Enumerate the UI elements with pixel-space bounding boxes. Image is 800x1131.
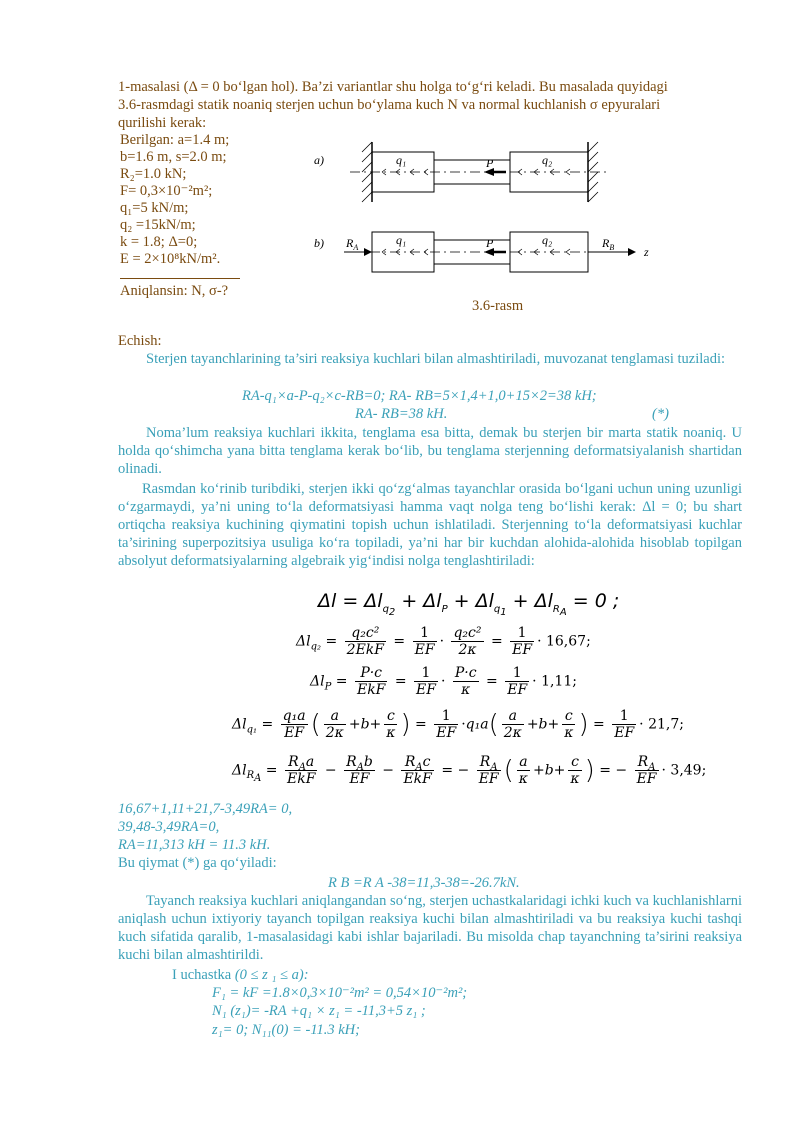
q1-label-b: q₁ (396, 233, 407, 247)
q2-label-a: q₂ (542, 153, 553, 167)
given-item: R₂=1.0 kN; (120, 166, 187, 182)
rb-arrowhead (628, 248, 636, 256)
section-one-area: F₁ = kF =1.8×0,3×10⁻²m² = 0,54×10⁻²m²; (212, 985, 468, 1001)
figure-caption: 3.6-rasm (472, 298, 524, 314)
q1-label-a: q₁ (396, 153, 407, 167)
solution-paragraph-2: Noma’lum reaksiya kuchlari ikkita, tenglama esa bitta, demak bu sterjen bir marta statik noaniq. U holda qo‘shimcha yana bitta tenglama kerak bo‘lib, bu tenglama sterjenning deformatsiyalanish shartidan olinadi. (118, 425, 742, 477)
p-label-a: P (486, 156, 494, 170)
figure-label-a: a) (314, 153, 324, 167)
solution-heading: Echish: (118, 333, 162, 349)
solution-paragraph-3: Rasmdan ko‘rinib turibdiki, sterjen ikki qo‘zg‘almas tayanchlar orasida bo‘lgani uchun uning uzunligi o‘zgarmaydi, ya’ni uning to‘la deformatsiyasi hamma vaqt nolga teng bo‘lishi kerak: Δl = 0; bu shart ortiqcha reaksiya kuchining qiymatini topish uchun ishlatiladi. Sterjenning to‘la deformatsiyasi kuchlar ta’sirining superpozitsiya usuliga ko‘ra topiladi, ya’ni har bir kuchdan alohida-alohida hisoblab topilgan absolyut deformatsiyalarning algebraik yig‘indisi nolga tenglashtiriladi: (118, 481, 742, 569)
section-one-range: (0 ≤ z ₁ ≤ a): (234, 967, 309, 983)
deformation-q2-value: 16,67; (545, 633, 591, 650)
intro-line-1: 1-masalasi (Δ = 0 bo‘lgan hol). Ba’zi variantlar shu holga to‘g‘ri keladi. Bu masalada quyidagi (118, 79, 668, 95)
total-deformation-equation: $\Delta l = \Delta l_{q_2} + \Delta l_P + \Delta l_{q_1} + \Delta l_{R_A} = 0$ ; (318, 590, 620, 618)
equilibrium-equation-1: RA-q₁×a-P-q₂×c-RB=0; RA- RB=5×1,4+1,0+15×2=38 kH; (242, 388, 597, 404)
deformation-ra-value: 3,49; (670, 762, 707, 779)
solution-paragraph-1: Sterjen tayanchlarining ta’siri reaksiya kuchlari bilan almashtiriladi, muvozanat tenglamasi tuziladi: (146, 351, 726, 367)
q2-label-b: q₂ (542, 233, 553, 247)
ra-label: $R_A$ (346, 236, 359, 252)
intro-line-2: 3.6-rasmdagi statik noaniq sterjen uchun bo‘ylama kuch N va normal kuchlanish σ epyuralari (118, 97, 661, 113)
calculation-line-4: Bu qiymat (*) ga qo‘yiladi: (118, 855, 277, 871)
deformation-q2-formula: $\Delta l_{q_2}$ = $\frac{\text{q₂c²}}{\text{2EkF}}$ = $\frac{1}{EF}$ · $\frac{\text{q₂c²}}{2\kappa}$ = $\frac{1}{EF}$ · 16,67; (296, 625, 591, 658)
deformation-q1-formula: $\Delta l_{q_1}$ = $\frac{\text{q₁a}}{EF}$ ( $\frac{a}{2\kappa}$ +b+ $\frac{c}{\kappa}$ ) = $\frac{1}{EF}$ ·q₁a( $\frac{a}{2\kappa}$ +b+ $\frac{c}{\kappa}$ ) = $\frac{1}{EF}$ · 21,7; (232, 708, 684, 741)
given-divider (120, 268, 240, 279)
deformation-p-value: 1,11; (541, 673, 577, 690)
section-one-heading (172, 966, 309, 984)
given-item: E = 2×10⁸kN/m². (120, 251, 221, 267)
given-item: q₁=5 kN/m; (120, 200, 189, 216)
calculation-line-2: 39,48-3,49RA=0, (118, 819, 220, 835)
calculation-line-1: 16,67+1,11+21,7-3,49RA= 0, (118, 801, 293, 817)
deformation-p-formula: $\Delta l_P$ = $\frac{P\cdot c}{\text{EkF}}$ = $\frac{1}{EF}$ · $\frac{P\cdot c}{\kappa}$ = $\frac{1}{EF}$ · 1,11; (310, 665, 577, 698)
beam-figure (310, 132, 670, 282)
z-axis-label: z (644, 245, 649, 259)
given-item: F= 0,3×10⁻²m²; (120, 183, 213, 199)
deformation-q1-value: 21,7; (648, 716, 684, 733)
section-one-normal-force: N₁ (z₁)= -RA +q₁ × z₁ = -11,3+5 z₁ ; (212, 1003, 426, 1019)
given-item: q₂ =15kN/m; (120, 217, 196, 233)
intro-line-3: qurilishi kerak: (118, 115, 207, 131)
equilibrium-equation-2: RA- RB=38 kH. (355, 406, 448, 422)
given-item: k = 1.8; Δ=0; (120, 234, 198, 250)
deformation-ra-formula: $\Delta l_{R_A}$ = $\frac{R_Aa}{\text{EkF}}$ − $\frac{R_Ab}{EF}$ − $\frac{R_Ac}{\text{EkF}}$ = − $\frac{R_A}{EF}$ ( $\frac{a}{\kappa}$ +b+ $\frac{c}{\kappa}$ ) = − $\frac{R_A}{EF}$ · 3,49; (232, 754, 707, 787)
given-block (120, 132, 240, 300)
equation-tag: (*) (652, 406, 669, 422)
rb-result: R B =R A -38=11,3-38=-26.7kN. (328, 875, 520, 891)
section-one-start-value: z₁= 0; N₁₁(0) = -11.3 kH; (212, 1022, 360, 1038)
solution-paragraph-4: Tayanch reaksiya kuchlari aniqlangandan so‘ng, sterjen uchastkalaridagi ichki kuch va kuchlanishlarni aniqlash uchun ixtiyoriy tayanch topilgan reaksiya kuchi bilan almashtiriladi va bu reaksiya kuchi tashqi kuch sifatida qaralib, 1-masalasidagi kabi ishlar bajariladi. Bu misolda chap tayanchning ta’sirini reaksiya kuchi bilan almashtirildi. (118, 893, 742, 963)
given-item: b=1.6 m, s=2.0 m; (120, 149, 227, 165)
figure-label-b: b) (314, 236, 324, 250)
calculation-line-3: RA=11,313 kH = 11.3 kH. (118, 837, 271, 853)
rb-label: $R_B$ (602, 236, 615, 252)
given-find: Aniqlansin: N, σ-? (120, 283, 229, 299)
section-one-label: I uchastka (172, 967, 232, 983)
given-title: Berilgan: a=1.4 m; (120, 132, 230, 148)
p-label-b: P (486, 236, 494, 250)
